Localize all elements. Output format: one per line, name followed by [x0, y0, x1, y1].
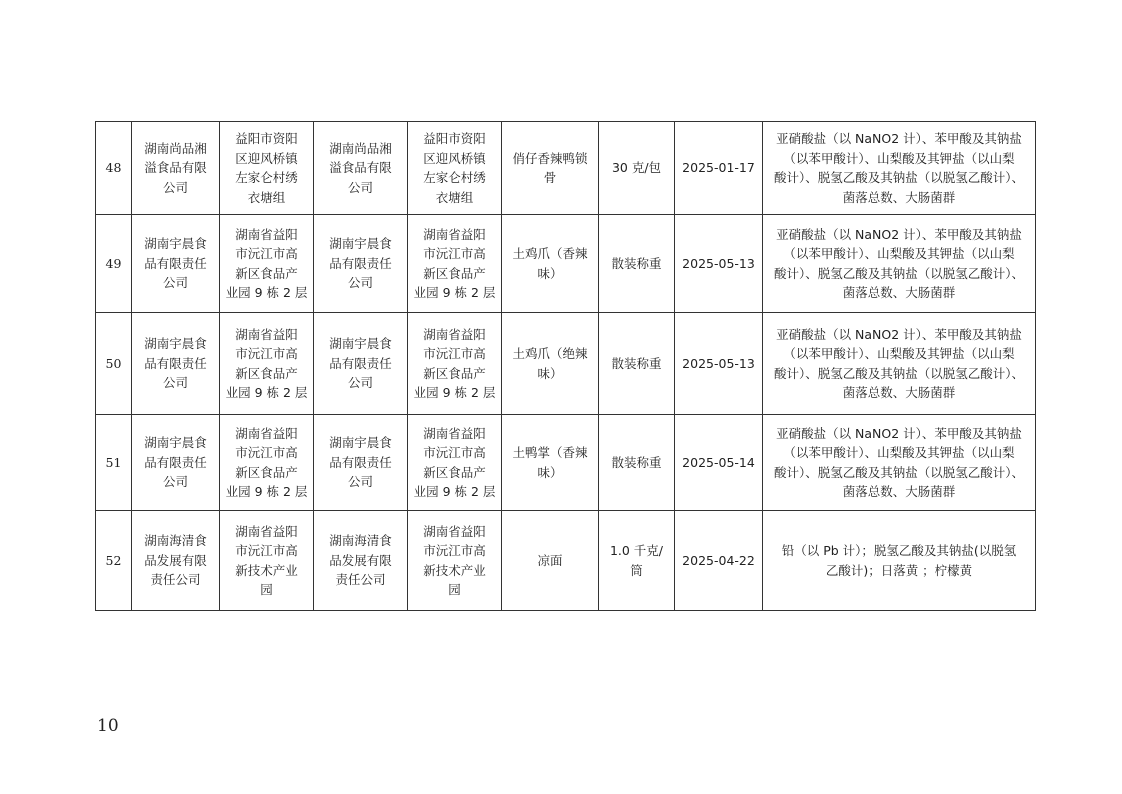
seller-name: 湖南宇晨食 品有限责任 公司: [314, 215, 408, 313]
producer-name: 湖南尚品湘 溢食品有限 公司: [132, 122, 220, 215]
producer-name: 湖南宇晨食 品有限责任 公司: [132, 415, 220, 511]
product-spec: 1.0 千克/ 筒: [599, 511, 675, 611]
page-number: 10: [97, 716, 119, 736]
seller-name: 湖南宇晨食 品有限责任 公司: [314, 313, 408, 415]
producer-name: 湖南宇晨食 品有限责任 公司: [132, 215, 220, 313]
row-number: 51: [96, 415, 132, 511]
producer-address: 湖南省益阳 市沅江市高 新区食品产 业园 9 栋 2 层: [220, 415, 314, 511]
product-name: 土鸭掌（香辣 味）: [502, 415, 599, 511]
product-name: 俏仔香辣鸭锁 骨: [502, 122, 599, 215]
producer-address: 益阳市资阳 区迎风桥镇 左家仑村绣 衣塘组: [220, 122, 314, 215]
inspection-items: 铅（以 Pb 计）；脱氢乙酸及其钠盐(以脱氢 乙酸计)；日落黄 ；柠檬黄: [763, 511, 1036, 611]
product-spec: 散装称重: [599, 415, 675, 511]
seller-name: 湖南尚品湘 溢食品有限 公司: [314, 122, 408, 215]
inspection-items: 亚硝酸盐（以 NaNO2 计）、苯甲酸及其钠盐 （以苯甲酸计）、山梨酸及其钾盐（以山梨 酸计）、脱氢乙酸及其钠盐（以脱氢乙酸计）、 菌落总数、大肠菌群: [763, 215, 1036, 313]
row-number: 49: [96, 215, 132, 313]
product-spec: 30 克/包: [599, 122, 675, 215]
row-number: 52: [96, 511, 132, 611]
production-date: 2025-04-22: [675, 511, 763, 611]
producer-address: 湖南省益阳 市沅江市高 新区食品产 业园 9 栋 2 层: [220, 215, 314, 313]
product-name: 土鸡爪（香辣 味）: [502, 215, 599, 313]
row-number: 48: [96, 122, 132, 215]
seller-address: 湖南省益阳 市沅江市高 新技术产业 园: [408, 511, 502, 611]
seller-address: 湖南省益阳 市沅江市高 新区食品产 业园 9 栋 2 层: [408, 415, 502, 511]
production-date: 2025-05-13: [675, 215, 763, 313]
production-date: 2025-05-14: [675, 415, 763, 511]
seller-name: 湖南海清食 品发展有限 责任公司: [314, 511, 408, 611]
seller-address: 湖南省益阳 市沅江市高 新区食品产 业园 9 栋 2 层: [408, 215, 502, 313]
product-name: 土鸡爪（绝辣 味）: [502, 313, 599, 415]
seller-address: 湖南省益阳 市沅江市高 新区食品产 业园 9 栋 2 层: [408, 313, 502, 415]
seller-name: 湖南宇晨食 品有限责任 公司: [314, 415, 408, 511]
producer-name: 湖南宇晨食 品有限责任 公司: [132, 313, 220, 415]
production-date: 2025-01-17: [675, 122, 763, 215]
table-row: [96, 215, 1036, 313]
inspection-items: 亚硝酸盐（以 NaNO2 计）、苯甲酸及其钠盐 （以苯甲酸计）、山梨酸及其钾盐（以山梨 酸计）、脱氢乙酸及其钠盐（以脱氢乙酸计）、 菌落总数、大肠菌群: [763, 415, 1036, 511]
table-row: [96, 313, 1036, 415]
table-row: [96, 415, 1036, 511]
producer-address: 湖南省益阳 市沅江市高 新区食品产 业园 9 栋 2 层: [220, 313, 314, 415]
product-name: 凉面: [502, 511, 599, 611]
seller-address: 益阳市资阳 区迎风桥镇 左家仑村绣 衣塘组: [408, 122, 502, 215]
row-number: 50: [96, 313, 132, 415]
table-row: [96, 122, 1036, 215]
producer-address: 湖南省益阳 市沅江市高 新技术产业 园: [220, 511, 314, 611]
product-spec: 散装称重: [599, 215, 675, 313]
production-date: 2025-05-13: [675, 313, 763, 415]
product-spec: 散装称重: [599, 313, 675, 415]
table-row: [96, 511, 1036, 611]
inspection-items: 亚硝酸盐（以 NaNO2 计）、苯甲酸及其钠盐 （以苯甲酸计）、山梨酸及其钾盐（以山梨 酸计）、脱氢乙酸及其钠盐（以脱氢乙酸计）、 菌落总数、大肠菌群: [763, 313, 1036, 415]
inspection-items: 亚硝酸盐（以 NaNO2 计）、苯甲酸及其钠盐 （以苯甲酸计）、山梨酸及其钾盐（以山梨 酸计）、脱氢乙酸及其钠盐（以脱氢乙酸计）、 菌落总数、大肠菌群: [763, 122, 1036, 215]
producer-name: 湖南海清食 品发展有限 责任公司: [132, 511, 220, 611]
inspection-table: [95, 121, 1036, 611]
